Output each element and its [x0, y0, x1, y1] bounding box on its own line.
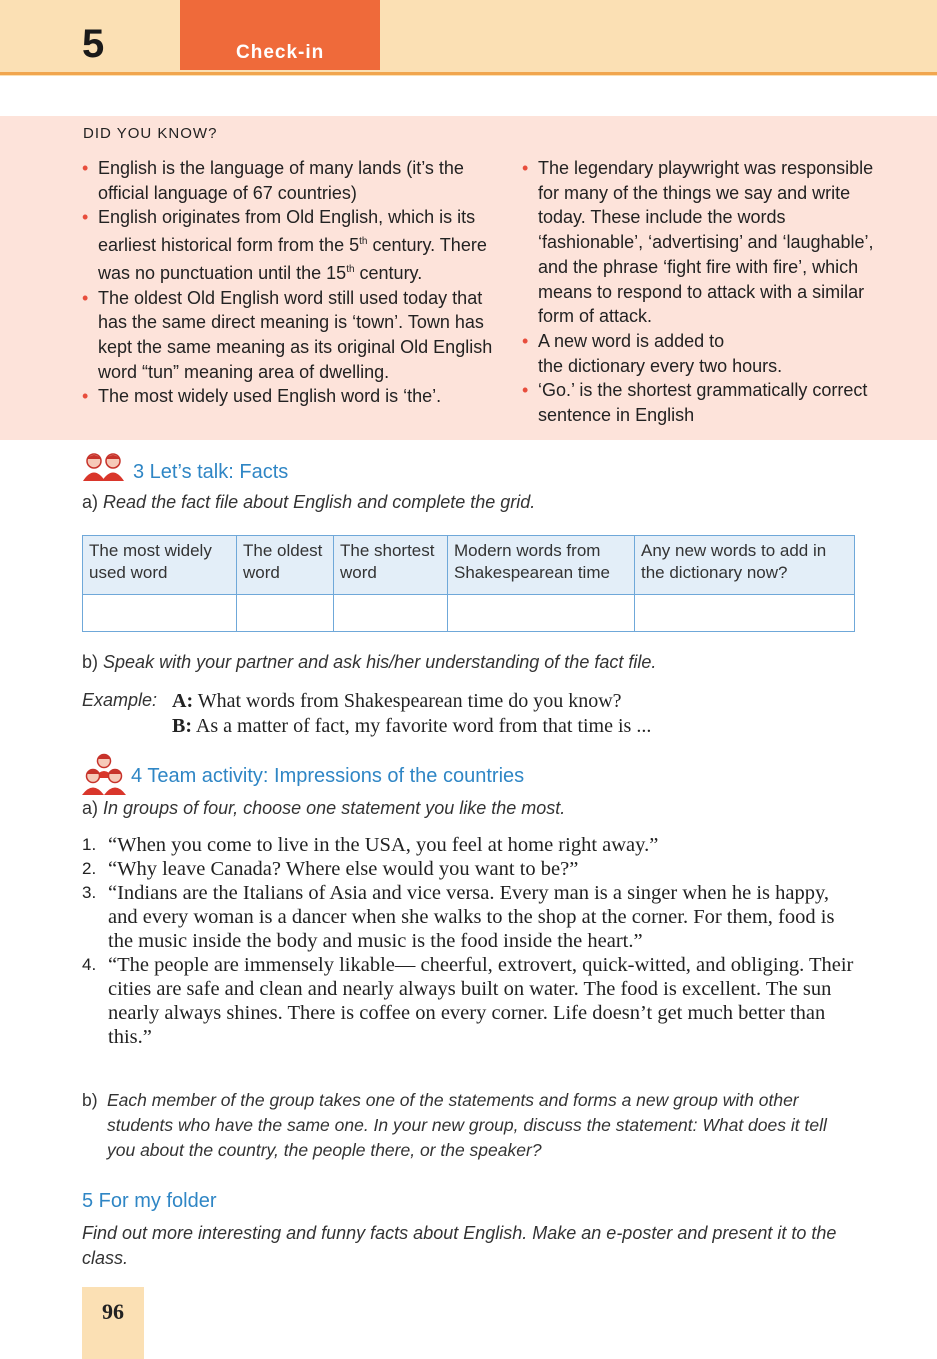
statement-item[interactable] [82, 833, 862, 857]
item-label: b) [82, 652, 99, 672]
grid-answer-cell[interactable] [635, 595, 855, 632]
statement-text: “Indians are the Italians of Asia and vice versa. Every man is a singer when he is happy, and every woman is a dancer when she walks to the shop at the corner. For them, food is the music inside the body and music is the food inside the heart.” [108, 882, 835, 952]
task-5-heading: 5 For my folder [82, 1190, 217, 1212]
example-line-b [172, 715, 651, 738]
statement-list [82, 833, 862, 1049]
fact-item: • ‘Go.’ is the shortest grammatically correct sentence in English [522, 378, 882, 427]
fact-list-left [82, 156, 512, 409]
header-rule [0, 72, 937, 75]
fact-item: • English is the language of many lands (it’s the official language of 67 countries) [82, 156, 512, 205]
fact-item: • The legendary playwright was responsible for many of the things we say and write today. These include the words ‘fashionable’, ‘advertising’ and ‘laughable’, and the phrase ‘fight fire with fire’, which means to respond to attack with a similar form of attack. [522, 156, 882, 329]
statement-number: 2. [82, 859, 97, 878]
pair-people-icon [82, 452, 126, 482]
grid-answer-cell[interactable] [448, 595, 635, 632]
header-band [0, 0, 937, 76]
statement-item[interactable] [82, 857, 862, 881]
example-a-text: What words from Shakespearean time do you know? [197, 690, 622, 712]
task-4-heading: 4 Team activity: Impressions of the countries [131, 765, 525, 787]
grid-header-cell: Any new words to add in the dictionary now? [635, 536, 855, 595]
statement-text: “When you come to live in the USA, you feel at home right away.” [108, 834, 659, 856]
page-number: 96 [102, 1299, 124, 1324]
example-label: Example: [82, 690, 158, 710]
page-number-box [82, 1287, 144, 1359]
grid-header-cell: The most widely used word [83, 536, 237, 595]
item-label: a) [82, 798, 99, 818]
fact-item: • The most widely used English word is ‘the’. [82, 384, 512, 409]
item-label: b) [82, 1090, 98, 1110]
speaker-b: B: [172, 715, 192, 737]
group-people-icon [82, 752, 126, 796]
statement-item[interactable] [82, 953, 862, 1049]
section-tab [180, 0, 380, 70]
fact-grid [82, 535, 855, 632]
task-4b-instruction [82, 1088, 842, 1163]
grid-answer-cell[interactable] [237, 595, 334, 632]
unit-number: 5 [82, 22, 105, 66]
fact-list-right [522, 156, 882, 428]
example-b-text: As a matter of fact, my favorite word from that time is ... [195, 715, 652, 737]
grid-header-cell: Modern words from Shakespearean time [448, 536, 635, 595]
statement-number: 4. [82, 955, 97, 974]
statement-text: “The people are immensely likable— cheerful, extrovert, quick-witted, and obliging. Their cities are safe and clean and nearly always built on water. The food is excellent. The sun nearly always shines. There is coffee on every corner. Life doesn’t get much better than this.” [108, 954, 854, 1048]
fact-item: • English originates from Old English, which is its earliest historical form from the 5th century. There was no punctuation until the 15th century. [82, 205, 512, 285]
grid-answer-cell[interactable] [334, 595, 448, 632]
instruction-text: Read the fact file about English and complete the grid. [103, 492, 536, 512]
grid-answer-row [83, 595, 855, 632]
fact-item: • The oldest Old English word still used today that has the same direct meaning is ‘town’. Town has kept the same meaning as its original Old English word “tun” meaning area of dwelling. [82, 286, 512, 385]
task-5-text: Find out more interesting and funny facts about English. Make an e-poster and present it to the class. [82, 1223, 837, 1268]
statement-text: “Why leave Canada? Where else would you want to be?” [108, 858, 579, 880]
grid-header-cell: The oldest word [237, 536, 334, 595]
fact-item: • A new word is added to the dictionary every two hours. [522, 329, 882, 378]
task-3a-instruction [82, 492, 535, 513]
statement-number: 3. [82, 883, 97, 902]
grid-header-row [83, 536, 855, 595]
grid-header-cell: The shortest word [334, 536, 448, 595]
task-3-heading: 3 Let’s talk: Facts [133, 461, 289, 483]
instruction-text: Speak with your partner and ask his/her understanding of the fact file. [103, 652, 657, 672]
task-4a-instruction [82, 798, 565, 819]
instruction-text: In groups of four, choose one statement you like the most. [103, 798, 566, 818]
instruction-text: Each member of the group takes one of the statements and forms a new group with other students who have the same one. In your new group, discuss the statement: What does it tell you about the country, the people there, or the speaker? [107, 1090, 827, 1160]
speaker-a: A: [172, 690, 194, 712]
statement-item[interactable] [82, 881, 862, 953]
item-label: a) [82, 492, 99, 512]
statement-number: 1. [82, 835, 97, 854]
example-line-a [172, 690, 622, 713]
grid-answer-cell[interactable] [83, 595, 237, 632]
section-tab-label: Check-in [236, 42, 325, 63]
fact-file-title: DID YOU KNOW? [83, 125, 218, 142]
task-3b-instruction [82, 652, 656, 673]
